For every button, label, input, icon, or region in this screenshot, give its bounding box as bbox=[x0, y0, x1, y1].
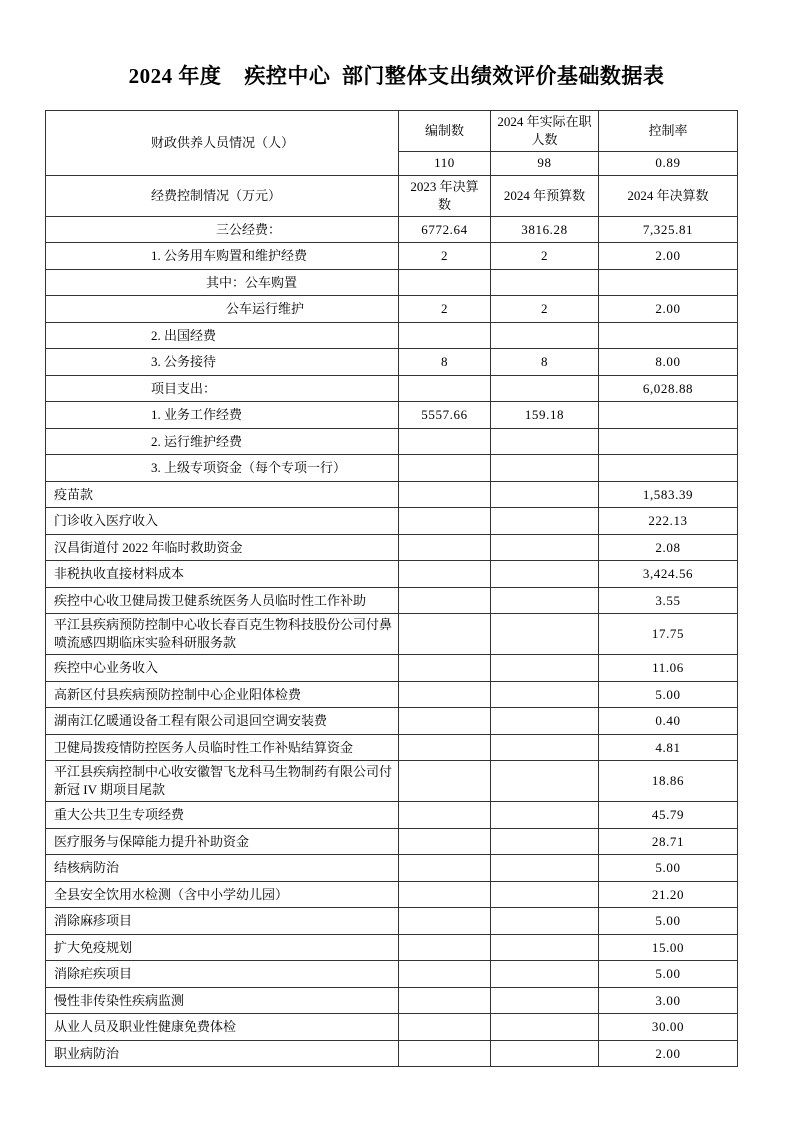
row-label-cell: 平江县疾病预防控制中心收长春百克生物科技股份公司付鼻喷流感四期临床实验科研服务款 bbox=[46, 614, 399, 655]
table-row bbox=[46, 561, 738, 588]
row-label-cell: 平江县疾病控制中心收安徽智飞龙科马生物制药有限公司付新冠 IV 期项目尾款 bbox=[46, 761, 399, 802]
value-cell bbox=[399, 455, 491, 482]
table-row bbox=[46, 455, 738, 482]
value-cell: 1,583.39 bbox=[599, 481, 738, 508]
value-cell bbox=[399, 481, 491, 508]
table-row bbox=[46, 908, 738, 935]
table-row bbox=[46, 961, 738, 988]
row-label-cell: 从业人员及职业性健康免费体检 bbox=[46, 1014, 399, 1041]
value-cell: 5.00 bbox=[599, 908, 738, 935]
row-label-cell: 1. 业务工作经费 bbox=[46, 402, 399, 429]
value-cell bbox=[399, 655, 491, 682]
row-label-cell: 其中：公车购置 bbox=[46, 269, 399, 296]
row-label-cell: 重大公共卫生专项经费 bbox=[46, 802, 399, 829]
row-label-cell: 3. 上级专项资金（每个专项一行） bbox=[46, 455, 399, 482]
value-cell bbox=[491, 269, 599, 296]
column-header-cell: 2024 年决算数 bbox=[599, 175, 738, 216]
value-cell: 222.13 bbox=[599, 508, 738, 535]
row-label-cell: 慢性非传染性疾病监测 bbox=[46, 987, 399, 1014]
value-cell bbox=[399, 734, 491, 761]
value-cell bbox=[491, 681, 599, 708]
row-label-cell: 卫健局拨疫情防控医务人员临时性工作补贴结算资金 bbox=[46, 734, 399, 761]
row-label-cell: 消除疟疾项目 bbox=[46, 961, 399, 988]
value-cell: 3,424.56 bbox=[599, 561, 738, 588]
table-row bbox=[46, 175, 738, 216]
value-cell bbox=[491, 828, 599, 855]
row-label-cell: 扩大免疫规划 bbox=[46, 934, 399, 961]
table-row bbox=[46, 587, 738, 614]
table-row bbox=[46, 508, 738, 535]
value-cell: 11.06 bbox=[599, 655, 738, 682]
table-row bbox=[46, 802, 738, 829]
value-cell bbox=[491, 322, 599, 349]
value-cell bbox=[491, 534, 599, 561]
row-label-cell: 高新区付县疾病预防控制中心企业阳体检费 bbox=[46, 681, 399, 708]
column-header-cell: 2024 年预算数 bbox=[491, 175, 599, 216]
value-cell bbox=[399, 1014, 491, 1041]
value-cell: 5.00 bbox=[599, 681, 738, 708]
row-label-cell: 项目支出： bbox=[46, 375, 399, 402]
value-cell bbox=[491, 881, 599, 908]
table-row bbox=[46, 534, 738, 561]
value-cell: 2.00 bbox=[599, 243, 738, 270]
value-cell bbox=[491, 708, 599, 735]
value-cell bbox=[491, 908, 599, 935]
column-header-cell: 控制率 bbox=[599, 111, 738, 152]
value-cell: 5557.66 bbox=[399, 402, 491, 429]
value-cell: 45.79 bbox=[599, 802, 738, 829]
value-cell bbox=[491, 734, 599, 761]
value-cell bbox=[599, 269, 738, 296]
row-label-cell: 疾控中心业务收入 bbox=[46, 655, 399, 682]
table-row bbox=[46, 828, 738, 855]
value-cell bbox=[399, 375, 491, 402]
value-cell bbox=[491, 375, 599, 402]
table-row bbox=[46, 428, 738, 455]
value-cell bbox=[399, 802, 491, 829]
value-cell: 30.00 bbox=[599, 1014, 738, 1041]
value-cell: 2 bbox=[491, 243, 599, 270]
table-row bbox=[46, 734, 738, 761]
value-cell bbox=[399, 428, 491, 455]
row-label-cell: 医疗服务与保障能力提升补助资金 bbox=[46, 828, 399, 855]
table-row bbox=[46, 761, 738, 802]
value-cell bbox=[491, 561, 599, 588]
value-cell bbox=[599, 322, 738, 349]
row-label-cell: 疾控中心收卫健局拨卫健系统医务人员临时性工作补助 bbox=[46, 587, 399, 614]
value-cell bbox=[399, 534, 491, 561]
value-cell bbox=[399, 908, 491, 935]
value-cell: 4.81 bbox=[599, 734, 738, 761]
value-cell: 2.08 bbox=[599, 534, 738, 561]
value-cell: 98 bbox=[491, 151, 599, 175]
table-row bbox=[46, 1040, 738, 1067]
document-title: 2024 年度 疾控中心 部门整体支出绩效评价基础数据表 bbox=[128, 64, 665, 88]
value-cell bbox=[399, 561, 491, 588]
value-cell bbox=[491, 655, 599, 682]
value-cell bbox=[399, 828, 491, 855]
column-header-cell: 2023 年决算数 bbox=[399, 175, 491, 216]
value-cell bbox=[491, 934, 599, 961]
value-cell: 8 bbox=[399, 349, 491, 376]
value-cell bbox=[491, 614, 599, 655]
row-label-cell: 门诊收入医疗收入 bbox=[46, 508, 399, 535]
table-row bbox=[46, 216, 738, 243]
table-row bbox=[46, 855, 738, 882]
value-cell: 21.20 bbox=[599, 881, 738, 908]
value-cell bbox=[399, 508, 491, 535]
value-cell: 3.00 bbox=[599, 987, 738, 1014]
row-label-cell: 三公经费： bbox=[46, 216, 399, 243]
value-cell: 5.00 bbox=[599, 961, 738, 988]
value-cell: 2 bbox=[399, 296, 491, 323]
value-cell bbox=[491, 508, 599, 535]
value-cell bbox=[491, 428, 599, 455]
value-cell: 17.75 bbox=[599, 614, 738, 655]
row-label-cell: 消除麻疹项目 bbox=[46, 908, 399, 935]
table-row bbox=[46, 1014, 738, 1041]
table-row bbox=[46, 269, 738, 296]
value-cell bbox=[399, 708, 491, 735]
table-row bbox=[46, 708, 738, 735]
section-label-cell: 财政供养人员情况（人） bbox=[46, 111, 399, 176]
column-header-cell: 2024 年实际在职人数 bbox=[491, 111, 599, 152]
value-cell: 6,028.88 bbox=[599, 375, 738, 402]
main-table bbox=[45, 110, 738, 1067]
value-cell bbox=[399, 1040, 491, 1067]
table-row bbox=[46, 881, 738, 908]
value-cell bbox=[491, 961, 599, 988]
value-cell bbox=[491, 455, 599, 482]
table-row bbox=[46, 349, 738, 376]
value-cell bbox=[399, 761, 491, 802]
table-row bbox=[46, 655, 738, 682]
table-row bbox=[46, 402, 738, 429]
value-cell: 3816.28 bbox=[491, 216, 599, 243]
value-cell: 6772.64 bbox=[399, 216, 491, 243]
row-label-cell: 2. 出国经费 bbox=[46, 322, 399, 349]
section-label-cell: 经费控制情况（万元） bbox=[46, 175, 399, 216]
value-cell bbox=[491, 987, 599, 1014]
value-cell bbox=[491, 587, 599, 614]
table-row bbox=[46, 375, 738, 402]
value-cell bbox=[399, 587, 491, 614]
value-cell: 2.00 bbox=[599, 1040, 738, 1067]
row-label-cell: 湖南江亿暖通设备工程有限公司退回空调安装费 bbox=[46, 708, 399, 735]
value-cell: 0.89 bbox=[599, 151, 738, 175]
value-cell bbox=[399, 961, 491, 988]
value-cell bbox=[399, 269, 491, 296]
value-cell bbox=[491, 481, 599, 508]
value-cell bbox=[491, 802, 599, 829]
value-cell: 7,325.81 bbox=[599, 216, 738, 243]
table-row bbox=[46, 111, 738, 152]
value-cell bbox=[399, 614, 491, 655]
value-cell: 8 bbox=[491, 349, 599, 376]
value-cell: 2 bbox=[399, 243, 491, 270]
column-header-cell: 编制数 bbox=[399, 111, 491, 152]
table-body bbox=[46, 111, 738, 1067]
value-cell bbox=[399, 934, 491, 961]
row-label-cell: 疫苗款 bbox=[46, 481, 399, 508]
table-row bbox=[46, 987, 738, 1014]
value-cell bbox=[599, 455, 738, 482]
row-label-cell: 职业病防治 bbox=[46, 1040, 399, 1067]
value-cell: 18.86 bbox=[599, 761, 738, 802]
table-row bbox=[46, 934, 738, 961]
value-cell bbox=[491, 1040, 599, 1067]
value-cell: 3.55 bbox=[599, 587, 738, 614]
table-row bbox=[46, 481, 738, 508]
value-cell: 8.00 bbox=[599, 349, 738, 376]
table-row bbox=[46, 614, 738, 655]
value-cell: 15.00 bbox=[599, 934, 738, 961]
value-cell bbox=[491, 855, 599, 882]
value-cell bbox=[399, 681, 491, 708]
row-label-cell: 全县安全饮用水检测（含中小学幼儿园） bbox=[46, 881, 399, 908]
table-row bbox=[46, 296, 738, 323]
value-cell: 110 bbox=[399, 151, 491, 175]
row-label-cell: 2. 运行维护经费 bbox=[46, 428, 399, 455]
row-label-cell: 1. 公务用车购置和维护经费 bbox=[46, 243, 399, 270]
value-cell bbox=[399, 881, 491, 908]
value-cell bbox=[491, 1014, 599, 1041]
value-cell: 28.71 bbox=[599, 828, 738, 855]
table-row bbox=[46, 243, 738, 270]
value-cell: 2 bbox=[491, 296, 599, 323]
value-cell bbox=[399, 322, 491, 349]
row-label-cell: 汉昌街道付 2022 年临时救助资金 bbox=[46, 534, 399, 561]
value-cell: 159.18 bbox=[491, 402, 599, 429]
value-cell: 2.00 bbox=[599, 296, 738, 323]
value-cell: 0.40 bbox=[599, 708, 738, 735]
value-cell bbox=[399, 855, 491, 882]
value-cell bbox=[399, 987, 491, 1014]
value-cell: 5.00 bbox=[599, 855, 738, 882]
row-label-cell: 结核病防治 bbox=[46, 855, 399, 882]
row-label-cell: 3. 公务接待 bbox=[46, 349, 399, 376]
value-cell bbox=[599, 428, 738, 455]
value-cell bbox=[491, 761, 599, 802]
table-row bbox=[46, 322, 738, 349]
row-label-cell: 公车运行维护 bbox=[46, 296, 399, 323]
row-label-cell: 非税执收直接材料成本 bbox=[46, 561, 399, 588]
value-cell bbox=[599, 402, 738, 429]
table-row bbox=[46, 681, 738, 708]
